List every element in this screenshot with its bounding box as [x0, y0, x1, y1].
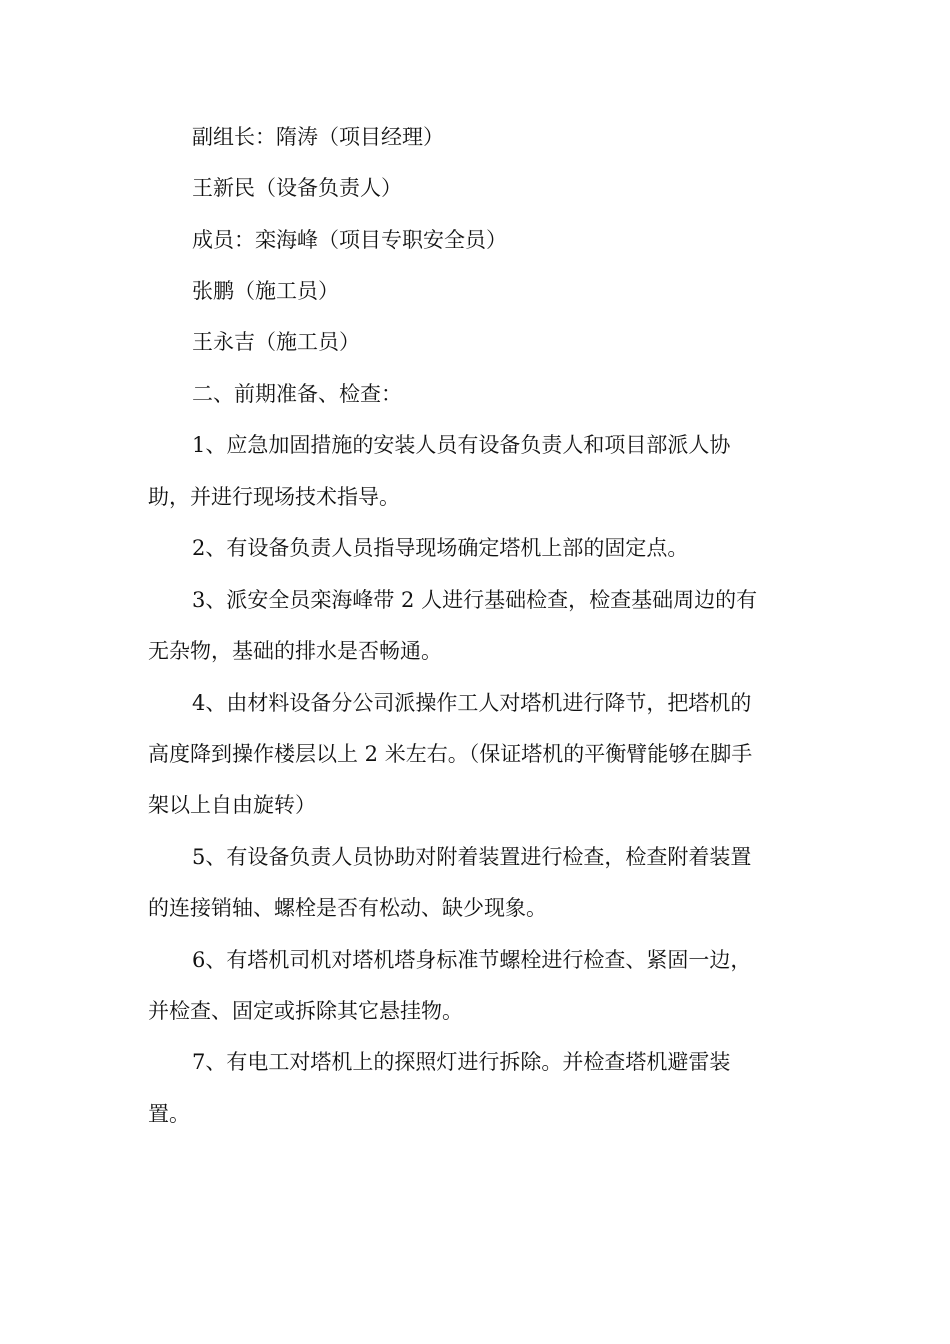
item-5-line-1: 5、有设备负责人员协助对附着装置进行检查，检查附着装置	[192, 845, 752, 869]
item-4-line-2: 高度降到操作楼层以上 2 米左右。（保证塔机的平衡臂能够在脚手	[148, 742, 753, 766]
item-3-line-2: 无杂物，基础的排水是否畅通。	[148, 639, 442, 663]
item-6-line-1: 6、有塔机司机对塔机塔身标准节螺栓进行检查、紧固一边，	[192, 948, 752, 972]
item-2-line-1: 2、有设备负责人员指导现场确定塔机上部的固定点。	[192, 536, 689, 560]
equipment-manager-line: 王新民（设备负责人）	[192, 176, 402, 200]
item-3-line-1: 3、派安全员栾海峰带 2 人进行基础检查，检查基础周边的有	[192, 588, 758, 612]
item-7-line-2: 置。	[148, 1102, 190, 1126]
item-4-line-1: 4、由材料设备分公司派操作工人对塔机进行降节，把塔机的	[192, 691, 752, 715]
item-5-line-2: 的连接销轴、螺栓是否有松动、缺少现象。	[148, 896, 547, 920]
member-line-zhang: 张鹏（施工员）	[192, 279, 339, 303]
item-4-line-3: 架以上自由旋转）	[148, 793, 316, 817]
item-7-line-1: 7、有电工对塔机上的探照灯进行拆除。并检查塔机避雷装	[192, 1050, 731, 1074]
members-line: 成员：栾海峰（项目专职安全员）	[192, 228, 507, 252]
deputy-leader-line: 副组长：隋涛（项目经理）	[192, 125, 444, 149]
item-6-line-2: 并检查、固定或拆除其它悬挂物。	[148, 999, 463, 1023]
member-line-wang: 王永吉（施工员）	[192, 330, 360, 354]
item-1-line-1: 1、应急加固措施的安装人员有设备负责人和项目部派人协	[192, 433, 731, 457]
item-1-line-2: 助，并进行现场技术指导。	[148, 485, 400, 509]
section-heading: 二、前期准备、检查：	[192, 382, 402, 406]
